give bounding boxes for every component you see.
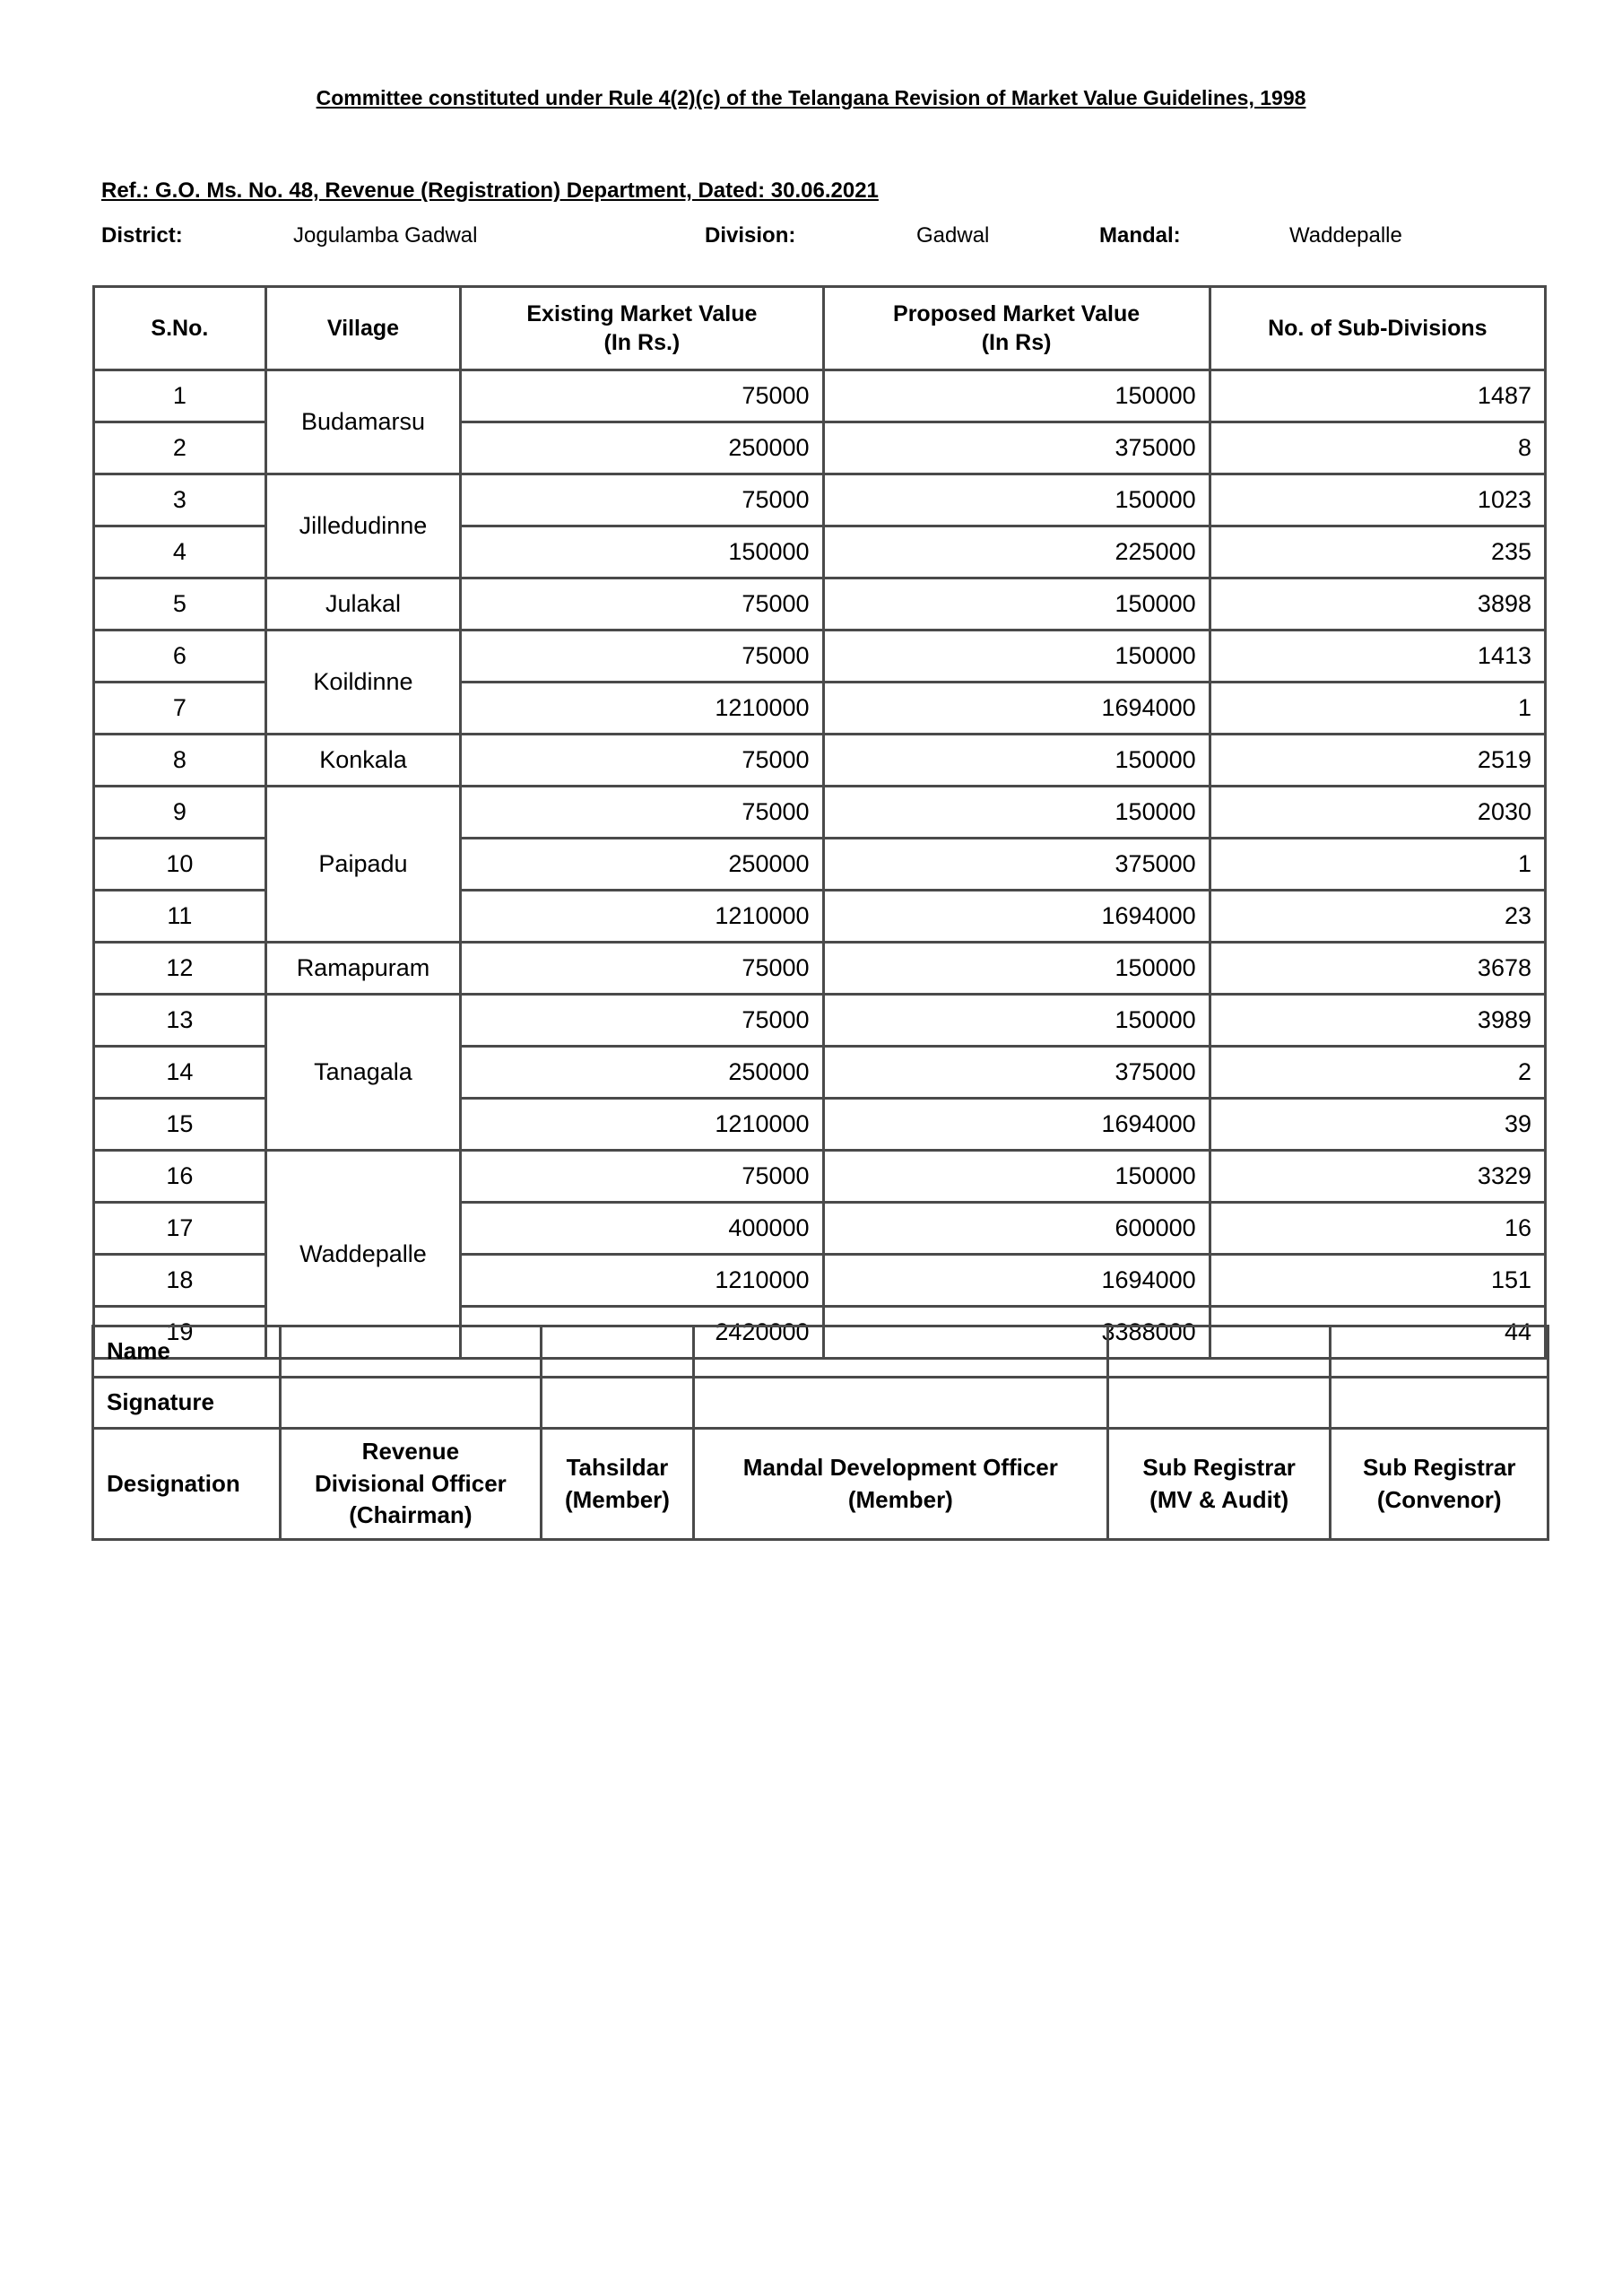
existing-value-cell: 250000	[461, 422, 823, 474]
sno-cell: 15	[94, 1099, 266, 1151]
sno-cell: 7	[94, 683, 266, 735]
proposed-value-cell: 150000	[823, 578, 1210, 631]
table-row	[94, 631, 1546, 683]
name-cell	[1331, 1326, 1548, 1378]
existing-value-cell: 75000	[461, 370, 823, 422]
sno-cell: 10	[94, 839, 266, 891]
market-value-table	[92, 285, 1547, 1360]
district-value: Jogulamba Gadwal	[293, 223, 478, 248]
designation-line: Revenue	[361, 1437, 460, 1465]
header-village: Village	[265, 287, 461, 370]
subdivisions-cell: 1	[1210, 683, 1545, 735]
market-table-header-row	[94, 287, 1546, 370]
proposed-value-cell: 150000	[823, 943, 1210, 995]
table-row	[94, 1151, 1546, 1203]
designation-line: Tahsildar	[566, 1453, 669, 1481]
proposed-value-cell: 1694000	[823, 683, 1210, 735]
designation-line: (MV & Audit)	[1149, 1485, 1289, 1513]
proposed-value-cell: 150000	[823, 735, 1210, 787]
signature-cell	[1331, 1378, 1548, 1429]
designation-cell	[542, 1429, 694, 1540]
existing-value-cell: 75000	[461, 578, 823, 631]
designation-row-label: Designation	[93, 1429, 281, 1540]
table-row	[94, 735, 1546, 787]
designation-line: (Member)	[564, 1485, 670, 1513]
designation-cell	[1331, 1429, 1548, 1540]
mandal-value: Waddepalle	[1289, 223, 1402, 248]
subdivisions-cell: 3898	[1210, 578, 1545, 631]
subdivisions-cell: 1487	[1210, 370, 1545, 422]
proposed-value-cell: 1694000	[823, 891, 1210, 943]
division-value: Gadwal	[916, 223, 990, 248]
table-row	[94, 370, 1546, 422]
subdivisions-cell: 23	[1210, 891, 1545, 943]
table-row	[94, 787, 1546, 839]
signature-table	[91, 1325, 1549, 1541]
designation-line: (Member)	[847, 1485, 953, 1513]
subdivisions-cell: 8	[1210, 422, 1545, 474]
signature-row	[93, 1378, 1548, 1429]
sno-cell: 16	[94, 1151, 266, 1203]
existing-value-cell: 75000	[461, 995, 823, 1047]
table-row	[94, 474, 1546, 526]
subdivisions-cell: 235	[1210, 526, 1545, 578]
designation-line: Sub Registrar	[1362, 1453, 1516, 1481]
sno-cell: 5	[94, 578, 266, 631]
existing-value-cell: 2420000	[461, 1307, 823, 1359]
name-row-label: Name	[93, 1326, 281, 1378]
subdivisions-cell: 2	[1210, 1047, 1545, 1099]
subdivisions-cell: 3678	[1210, 943, 1545, 995]
table-row	[94, 578, 1546, 631]
document-title: Committee constituted under Rule 4(2)(c) of the Telangana Revision of Market Value Guidelines, 1998	[316, 86, 1306, 109]
proposed-value-cell: 225000	[823, 526, 1210, 578]
proposed-value-cell: 150000	[823, 370, 1210, 422]
existing-value-cell: 1210000	[461, 1255, 823, 1307]
proposed-value-cell: 150000	[823, 1151, 1210, 1203]
existing-value-cell: 250000	[461, 839, 823, 891]
existing-value-cell: 250000	[461, 1047, 823, 1099]
existing-value-cell: 75000	[461, 787, 823, 839]
name-cell	[693, 1326, 1107, 1378]
proposed-value-cell: 600000	[823, 1203, 1210, 1255]
proposed-value-cell: 1694000	[823, 1099, 1210, 1151]
designation-line: Sub Registrar	[1142, 1453, 1296, 1481]
header-proposed-value	[823, 287, 1210, 370]
header-sno: S.No.	[94, 287, 266, 370]
designation-cell	[1107, 1429, 1331, 1540]
sno-cell: 1	[94, 370, 266, 422]
sno-cell: 2	[94, 422, 266, 474]
header-existing-line2: (In Rs.)	[603, 330, 681, 355]
sno-cell: 13	[94, 995, 266, 1047]
district-label: District:	[101, 223, 183, 248]
header-existing-line1: Existing Market Value	[526, 300, 758, 326]
reference-line: Ref.: G.O. Ms. No. 48, Revenue (Registration) Department, Dated: 30.06.2021	[101, 178, 879, 203]
designation-cell	[693, 1429, 1107, 1540]
table-row	[94, 943, 1546, 995]
existing-value-cell: 150000	[461, 526, 823, 578]
existing-value-cell: 1210000	[461, 1099, 823, 1151]
village-cell: Waddepalle	[265, 1151, 461, 1359]
sno-cell: 19	[94, 1307, 266, 1359]
header-proposed-line1: Proposed Market Value	[893, 300, 1141, 326]
header-existing-value	[461, 287, 823, 370]
village-cell: Jilledudinne	[265, 474, 461, 578]
subdivisions-cell: 2030	[1210, 787, 1545, 839]
name-row	[93, 1326, 1548, 1378]
subdivisions-cell: 2519	[1210, 735, 1545, 787]
sno-cell: 18	[94, 1255, 266, 1307]
name-cell	[1107, 1326, 1331, 1378]
subdivisions-cell: 1023	[1210, 474, 1545, 526]
existing-value-cell: 75000	[461, 474, 823, 526]
subdivisions-cell: 3989	[1210, 995, 1545, 1047]
village-cell: Paipadu	[265, 787, 461, 943]
proposed-value-cell: 150000	[823, 995, 1210, 1047]
village-cell: Konkala	[265, 735, 461, 787]
sno-cell: 12	[94, 943, 266, 995]
designation-line: (Convenor)	[1376, 1485, 1502, 1513]
sno-cell: 17	[94, 1203, 266, 1255]
village-cell: Koildinne	[265, 631, 461, 735]
proposed-value-cell: 150000	[823, 787, 1210, 839]
existing-value-cell: 75000	[461, 1151, 823, 1203]
sno-cell: 6	[94, 631, 266, 683]
proposed-value-cell: 150000	[823, 474, 1210, 526]
existing-value-cell: 400000	[461, 1203, 823, 1255]
existing-value-cell: 75000	[461, 631, 823, 683]
signature-cell	[280, 1378, 542, 1429]
subdivisions-cell: 39	[1210, 1099, 1545, 1151]
name-cell	[542, 1326, 694, 1378]
village-cell: Ramapuram	[265, 943, 461, 995]
existing-value-cell: 1210000	[461, 891, 823, 943]
subdivisions-cell: 1413	[1210, 631, 1545, 683]
sno-cell: 8	[94, 735, 266, 787]
existing-value-cell: 75000	[461, 943, 823, 995]
subdivisions-cell: 16	[1210, 1203, 1545, 1255]
designation-row	[93, 1429, 1548, 1540]
mandal-label: Mandal:	[1099, 223, 1181, 248]
subdivisions-cell: 44	[1210, 1307, 1545, 1359]
header-subdivisions: No. of Sub-Divisions	[1210, 287, 1545, 370]
signature-row-label: Signature	[93, 1378, 281, 1429]
proposed-value-cell: 1694000	[823, 1255, 1210, 1307]
table-row	[94, 995, 1546, 1047]
designation-line: Divisional Officer	[314, 1469, 507, 1497]
subdivisions-cell: 1	[1210, 839, 1545, 891]
designation-cell	[280, 1429, 542, 1540]
signature-cell	[542, 1378, 694, 1429]
name-cell	[280, 1326, 542, 1378]
proposed-value-cell: 3388000	[823, 1307, 1210, 1359]
sno-cell: 14	[94, 1047, 266, 1099]
division-label: Division:	[705, 223, 796, 248]
proposed-value-cell: 375000	[823, 839, 1210, 891]
proposed-value-cell: 150000	[823, 631, 1210, 683]
subdivisions-cell: 3329	[1210, 1151, 1545, 1203]
designation-line: Mandal Development Officer	[742, 1453, 1058, 1481]
village-cell: Julakal	[265, 578, 461, 631]
market-table-body	[94, 370, 1546, 1359]
proposed-value-cell: 375000	[823, 422, 1210, 474]
proposed-value-cell: 375000	[823, 1047, 1210, 1099]
designation-line: (Chairman)	[349, 1501, 473, 1529]
sno-cell: 9	[94, 787, 266, 839]
signature-cell	[693, 1378, 1107, 1429]
village-cell: Budamarsu	[265, 370, 461, 474]
signature-cell	[1107, 1378, 1331, 1429]
header-proposed-line2: (In Rs)	[981, 330, 1052, 355]
sno-cell: 4	[94, 526, 266, 578]
sno-cell: 11	[94, 891, 266, 943]
subdivisions-cell: 151	[1210, 1255, 1545, 1307]
existing-value-cell: 1210000	[461, 683, 823, 735]
village-cell: Tanagala	[265, 995, 461, 1151]
existing-value-cell: 75000	[461, 735, 823, 787]
sno-cell: 3	[94, 474, 266, 526]
document-meta-row	[0, 223, 1622, 250]
